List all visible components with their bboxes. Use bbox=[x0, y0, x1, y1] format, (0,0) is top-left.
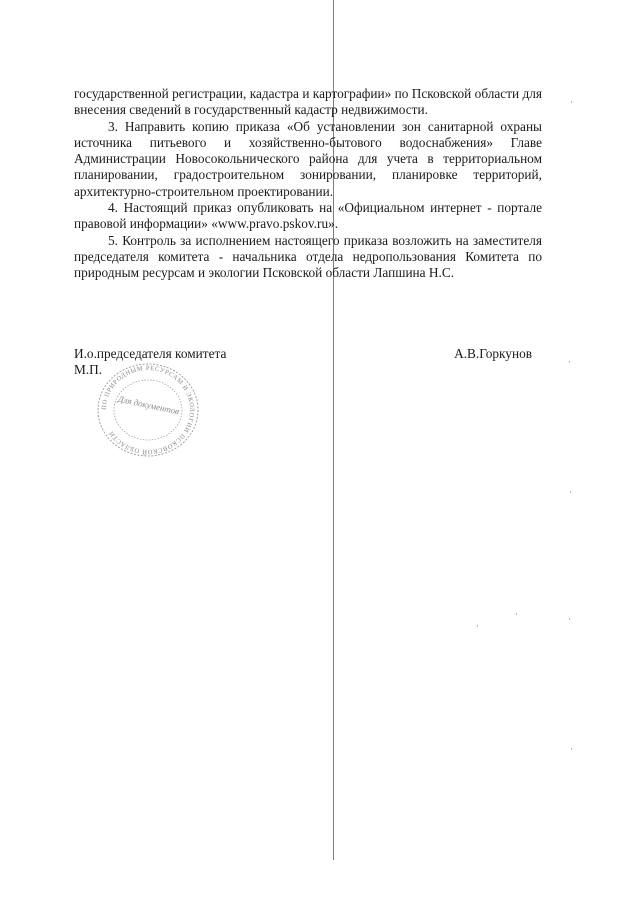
scan-speck: · bbox=[569, 487, 572, 497]
paragraph-continuation: государственной регистрации, кадастра и картографии» по Псковской области для внесения сведений в государственный кадастр недвижимости. bbox=[74, 86, 542, 118]
stamp-inner-text: Для документов bbox=[117, 393, 181, 417]
signatory-title: И.о.председателя комитета bbox=[74, 346, 227, 361]
official-stamp bbox=[92, 358, 204, 458]
seal-place-label: М.П. bbox=[74, 362, 103, 377]
scan-speck: · bbox=[476, 621, 479, 631]
svg-text:ПО ПРИРОДНЫМ РЕСУРСАМ И ЭКОЛОГ bbox=[101, 365, 195, 456]
scan-speck: · bbox=[570, 744, 573, 754]
signatory-name: А.В.Горкунов bbox=[454, 346, 532, 361]
paragraph-3: 3. Направить копию приказа «Об установлении зон санитарной охраны источника питьевого и хозяйственно-бытового водоснабжения» Главе Администрации Новосокольнического района для учета в территориальном планировании, градостроительном зонировании, планировке территорий, архитектурно-строительном проектировании. bbox=[74, 118, 542, 199]
order-text bbox=[74, 86, 542, 282]
paragraph-5: 5. Контроль за исполнением настоящего приказа возложить на заместителя председателя комитета - начальника отдела недропользования Комитета по природным ресурсам и экологии Псковской области Лапшина Н.С. bbox=[74, 232, 542, 281]
scan-speck: · bbox=[515, 609, 518, 619]
scan-speck: · bbox=[568, 357, 571, 367]
scan-speck: · bbox=[570, 97, 573, 107]
paragraph-4: 4. Настоящий приказ опубликовать на «Официальном интернет - портале правовой информации» «www.pravo.pskov.ru». bbox=[74, 200, 542, 232]
stamp-outer-text: ПО ПРИРОДНЫМ РЕСУРСАМ И ЭКОЛОГИИ ПСКОВСКОЙ ОБЛАСТИ bbox=[100, 364, 196, 456]
scan-speck: · bbox=[568, 614, 571, 624]
